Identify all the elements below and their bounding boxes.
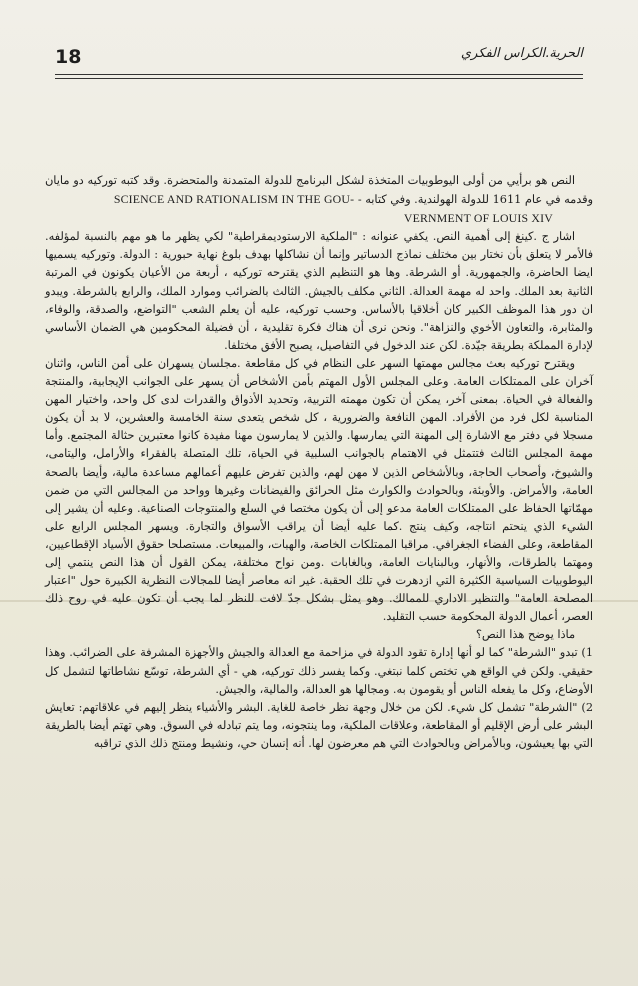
paragraph-point-2: 2) "الشرطة" تشمل كل شيء. لكن من خلال وجهة نظر خاصة للغاية. البشر والأشياء ينظر إليهم في علاقاتهم: تعايش البشر على أرض الإقليم أو المقاطعة، وعلاقات الملكية، وما ينتجونه، وما يتم تبادله في السوق. وهي تهتم أيضا بالطريقة التي بها يعيشون، وبالأمراض وبالحوادث التي هم معرضون لها. أنه إنسان حي، ونشيط ومنتج ذلك الذي تراقبه <box>45 700 593 750</box>
paragraph-king: اشار ج .كينغ إلى أهمية النص. يكفي عنوانه : "الملكية الارستوديمقراطية" لكي يظهر ما هو مهم بالنسبة لمؤلفه. فالأمر لا يتعلق بأن نختار بين مختلف نماذج الدساتير وإنما أن نشاكلها بهدف بلوغ نهاية حبورية : الدولة. وتوركيه يسميها ايضا الحاضرة، والجمهورية. أو الشرطة. وها هو التنظيم الذي يقترحه توركيه ، أربعة من الأعيان يكونون في المرتبة الثانية بعد الملك. واحد له مهمة العدالة. الثاني مكلف بالجيش. الثالث بالضرائب وموارد الملك، والرابع بالشرطة. ويبدو ان دور هذا الموظف الكبير كان أخلاقيا بالأساس. وحسب توركيه، عليه أن يعلم الشعب "التواضع، والصدقة، والوفاء، والمثابرة، والتعاون الأخوي والنزاهة". ونحن نرى أن هناك فكرة تقليدية ، أن فضيلة المحكومين هي الضمان الأساسي لإدارة المملكة بطريقة جيّدة. لكن عند الدخول في التفاصيل، يصبح الأفق مختلفا. <box>45 230 593 352</box>
english-title-line-2 <box>45 209 593 228</box>
paragraph-intro <box>45 172 593 209</box>
english-title-part-2: VERNMENT OF LOUIS XIV <box>403 211 553 226</box>
paragraph-councils: ويقترح توركيه بعث مجالس مهمتها السهر على النظام في كل مقاطعة .مجلسان يسهران على أمن الناس، واثنان آخران على الممتلكات العامة. وعلى المجلس الأول المهتم بأمن الأشخاص أن يسهر على الجوانب الإيجابية، والمنتجة والفعالة في الحياة. بمعنى آخر، يمكن أن تكون مهمته التربية، وتحديد الأذواق والقدرات لدى كل واحد، واختيار المهن المناسبة لكل فرد من الأفراد. المهن النافعة والضرورية ، كل شخص يتعدى سنة الخامسة والعشرين، لا بد أن يكون مسجلا في دفتر مع الاشارة إلى المهنة التي يمارسها. والذين لا يمارسون مهنا مفيدة كانوا معتبرين حثالة المجتمع. وأما مهمة المجلس الثالث فتتمثل في الاهتمام بالجوانب السلبية في الحياة، تلك المتصلة بالفقراء والأرامل، واليتامى، والشيوخ، وأصحاب الحاجة، وبالأشخاص الذين لا مهن لهم، والذين تفرض عليهم أعمالهم مساعدة مالية، وأيضا بالصحة العامة، والأمراض. والأوبئة، وبالحوادث والكوارث مثل الحرائق والفيضانات وغيرها وواحد من المجالس التي من ضمن مهمّاتها الحفاظ على الممتلكات العامة مدعو إلى أن يكون مختصا في السلع والمنتوجات الصناعية. وعليه أن يشير إلى الشيء الذي ينحتم انتاجه، وكيف ينتج .كما عليه أيضا أن يراقب الأسواق والتجارة. ويسهر المجلس الرابع على المقاطعة، وعلى الفضاء الجغرافي. مراقبا الممتلكات الخاصة، والهبات، والمبيعات. مستصلحا حقوق الأسياد الإقطاعيين، ومهتما بالطرقات، والأنهار، وبالبنايات العامة، وبالغابات .ومن نواح مختلفة، يمكن القول أن هذا النص ينتمي إلى اليوطوبيات السياسية الكثيرة التي ازدهرت في تلك الحقبة. غير انه معاصر أيضا للمجالات النظرية الكبيرة حول "اعتبار المصلحة العامة" والتنظير الاداري للممالك. وهو يمثل بشكل جدّ لافت للنظر لما يجب أن تكون عليه في روح ذلك العصر، أعمال الدولة المحكومة حسب التقليد. <box>45 356 593 624</box>
running-title: الحرية.الكراس الفكري <box>460 46 583 61</box>
paragraph-intro-text: النص هو برأيي من أولى اليوطوبيات المتخذة لشكل البرنامج للدولة المتمدنة والمتحضرة. وقد كتبه توركيه دو مايان وقدمه في عام 1611 للدولة الهولندية. وفي كتابه - <box>45 174 593 207</box>
paragraph-question: ماذا يوضح هذا النص؟ <box>475 628 575 642</box>
page-number: 18 <box>55 46 82 68</box>
header-rule <box>55 74 583 79</box>
paragraph-point-1: 1) تبدو "الشرطة" كما لو أنها إدارة تقود الدولة في مزاحمة مع العدالة والجيش والأجهزة المشرفة على الضرائب. وهذا حقيقي. ولكن في الواقع هي تختص كلما نبتغي. وكما يفسر ذلك توركيه، هي - أي الشرطة، توسّع نشاطاتها لتشمل كل الأوضاع، وكل ما يفعله الناس أو يقومون به. ومجالها هو العدالة، والمالية، والجيش. <box>45 646 593 696</box>
article-body <box>45 172 593 753</box>
page-header <box>55 38 583 78</box>
english-title-part-1: SCIENCE AND RATIONALISM IN THE GOU- <box>113 192 355 207</box>
